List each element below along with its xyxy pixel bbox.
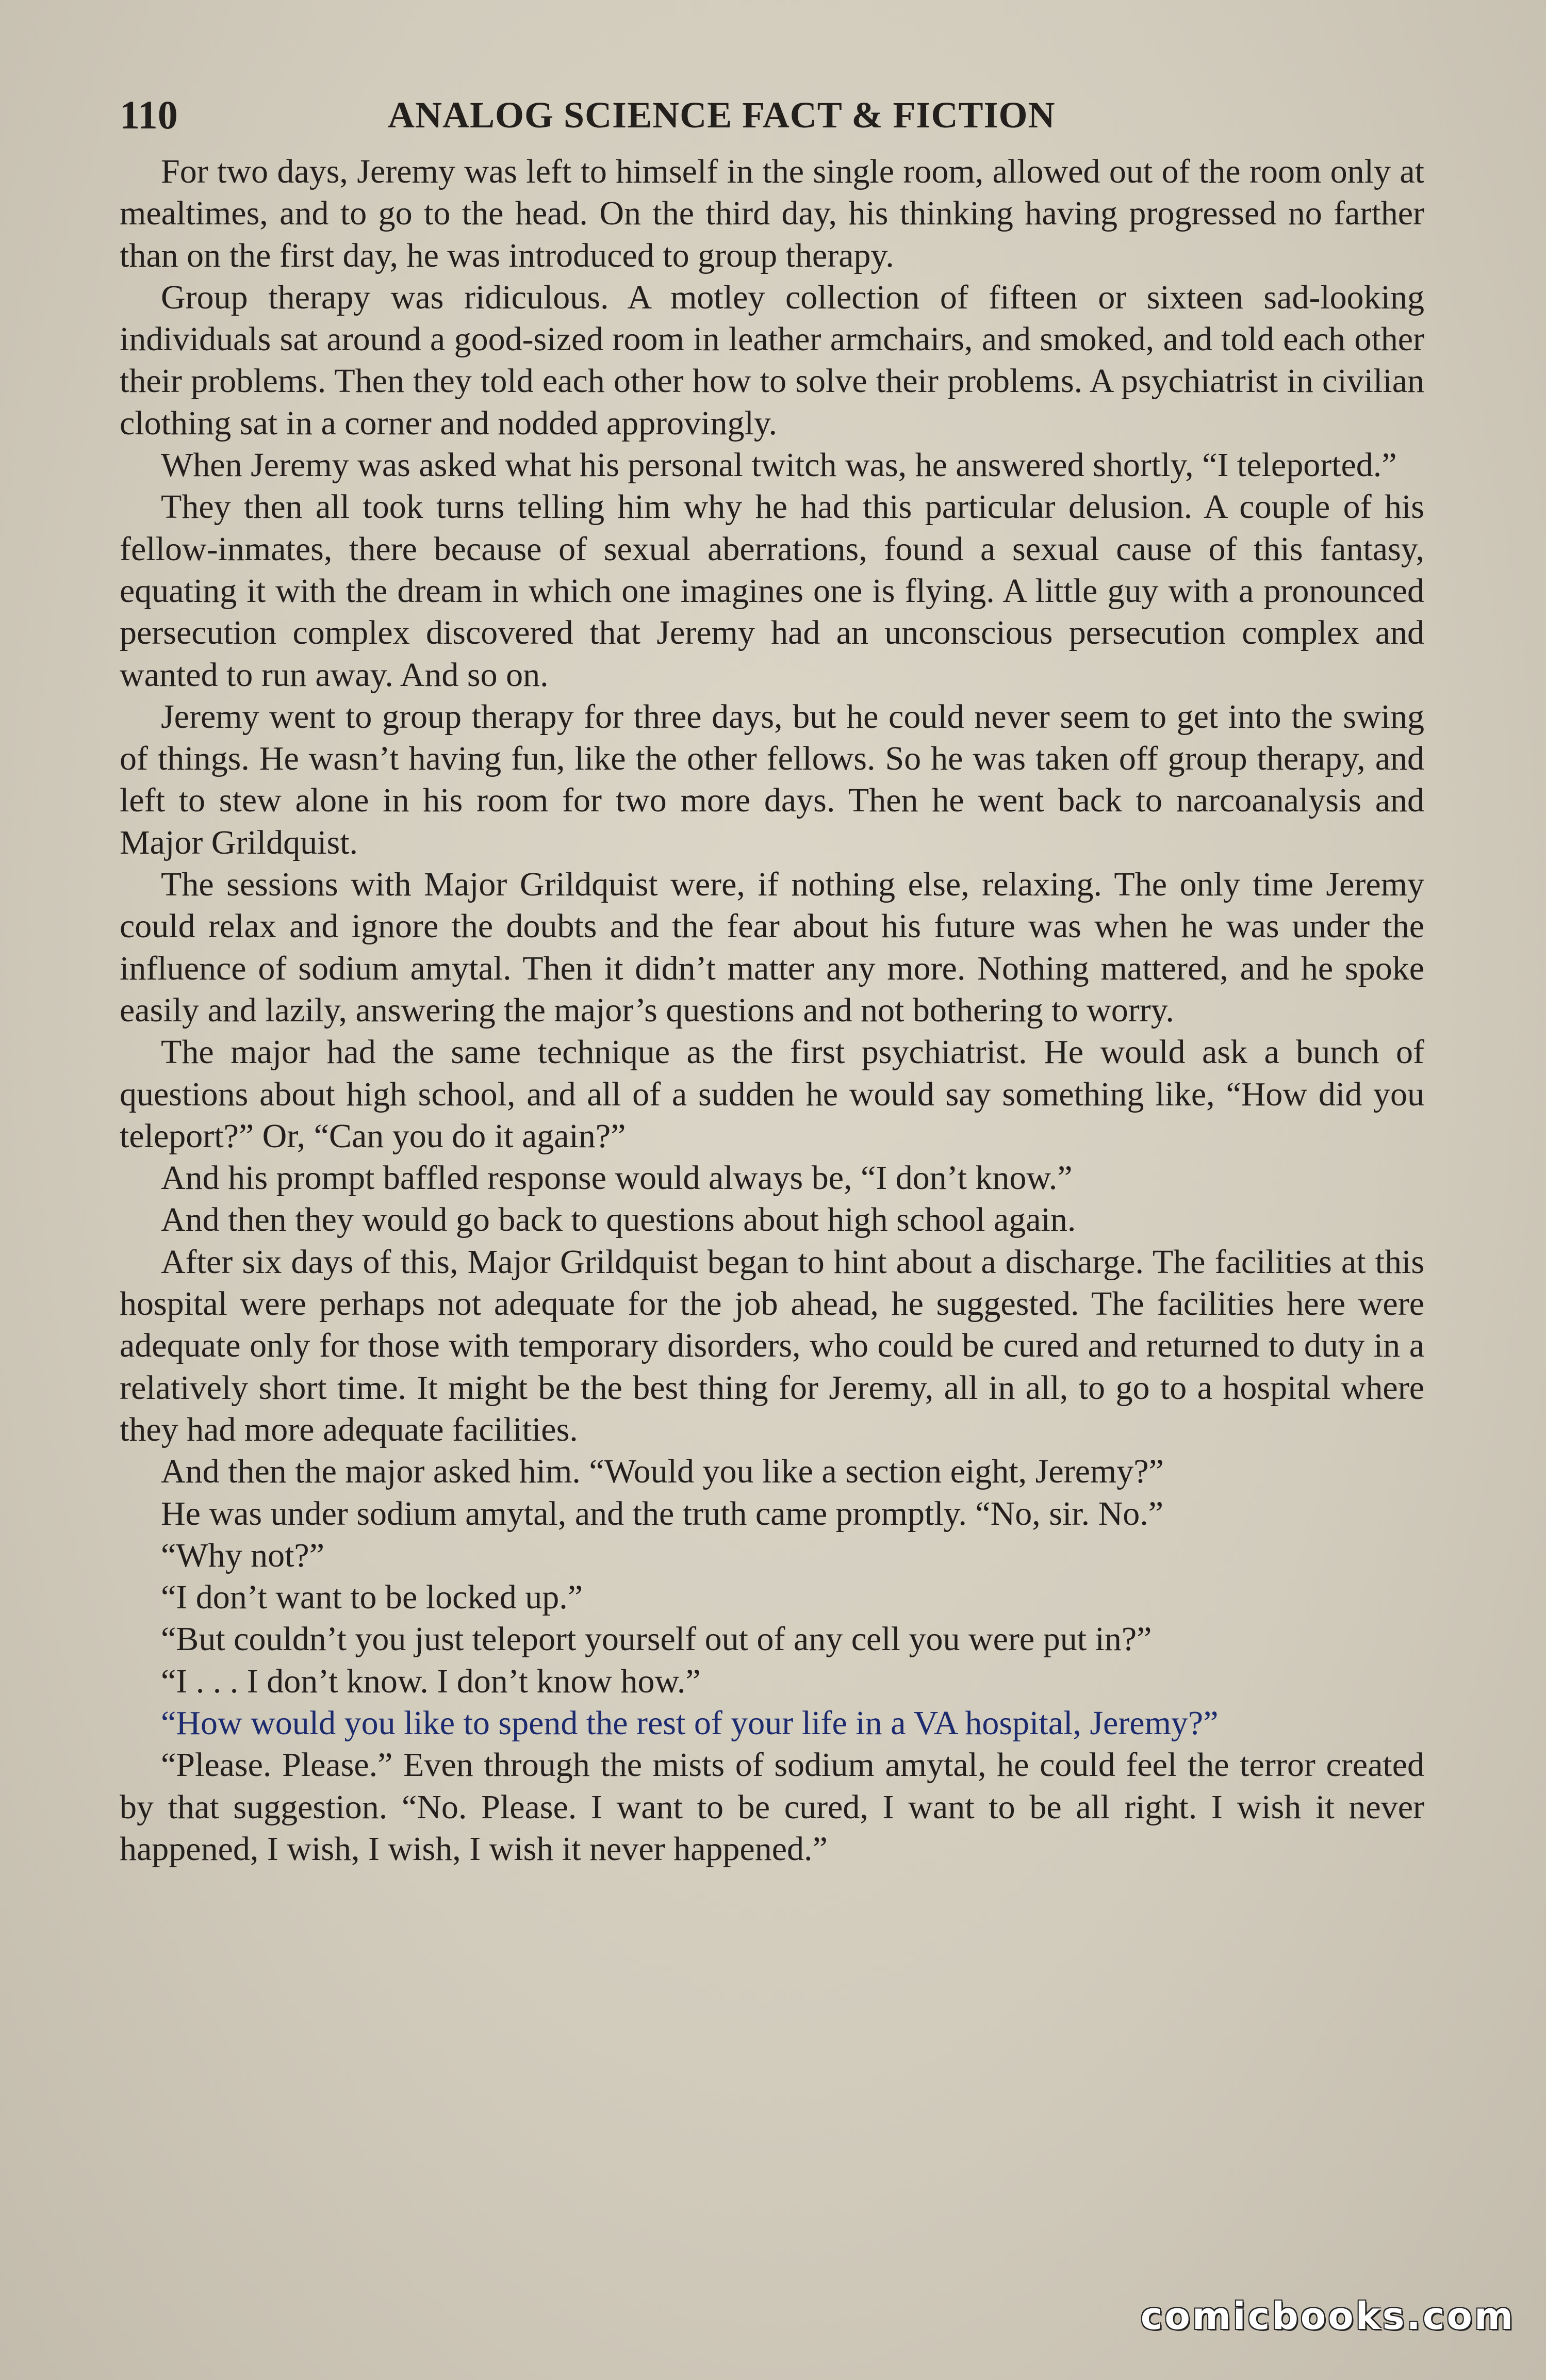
- paragraph: “I . . . I don’t know. I don’t know how.”: [161, 1662, 701, 1700]
- paragraph: Group therapy was ridiculous. A motley collection of fifteen or sixteen sad-looking individuals sat around a good-sized room in leather armchairs, and smoked, and told each other their problems. Then they told each other how to solve their problems. A psychiatrist in civilian clothing sat in a corner and nodded approvingly.: [120, 278, 1424, 442]
- story-text: [120, 151, 1424, 1870]
- paragraph: And then the major asked him. “Would you like a section eight, Jeremy?”: [161, 1453, 1164, 1491]
- paragraph: “I don’t want to be locked up.”: [161, 1578, 583, 1617]
- paragraph: And then they would go back to questions about high school again.: [161, 1201, 1076, 1239]
- paragraph: “Please. Please.” Even through the mists of sodium amytal, he could feel the terror created by that suggestion. “No. Please. I want to be cured, I want to be all right. I wish it never happened, I wish, I wish, I wish it never happened.”: [120, 1746, 1424, 1868]
- paragraph: He was under sodium amytal, and the truth came promptly. “No, sir. No.”: [161, 1494, 1164, 1533]
- paragraph: The sessions with Major Grildquist were, if nothing else, relaxing. The only time Jeremy could relax and ignore the doubts and the fear about his future was when he was under the influence of sodium amytal. Then it didn’t matter any more. Nothing mattered, and he spoke easily and lazily, answering the major’s questions and not bothering to worry.: [120, 866, 1424, 1029]
- paragraph: When Jeremy was asked what his personal twitch was, he answered shortly, “I teleported.”: [161, 446, 1397, 484]
- running-head: [120, 87, 1424, 143]
- paragraph: “Why not?”: [161, 1536, 325, 1574]
- running-title: ANALOG SCIENCE FACT & FICTION: [388, 94, 1056, 136]
- paragraph: They then all took turns telling him why he had this particular delusion. A couple of his fellow-inmates, there because of sexual aberrations, found a sexual cause of this fantasy, equating it with the dream in which one imagines one is flying. A little guy with a pronounced persecution complex discovered that Jeremy had an unconscious persecution complex and wanted to run away. And so on.: [120, 488, 1424, 694]
- page-number: 110: [120, 92, 178, 137]
- paragraph: And his prompt baffled response would always be, “I don’t know.”: [161, 1159, 1073, 1197]
- paragraph: “How would you like to spend the rest of your life in a VA hospital, Jeremy?”: [161, 1704, 1219, 1742]
- paragraph: After six days of this, Major Grildquist began to hint about a discharge. The facilities at this hospital were perhaps not adequate for the job ahead, he suggested. The facilities here were adequate only for those with temporary disorders, who could be cured and returned to duty in a relatively short time. It might be the best thing for Jeremy, all in all, to go to a hospital where they had more adequate facilities.: [120, 1243, 1424, 1448]
- paragraph: Jeremy went to group therapy for three days, but he could never seem to get into the swing of things. He wasn’t having fun, like the other fellows. So he was taken off group therapy, and left to stew alone in his room for two more days. Then he went back to narcoanalysis and Major Grildquist.: [120, 697, 1424, 861]
- paragraph: For two days, Jeremy was left to himself in the single room, allowed out of the room only at mealtimes, and to go to the head. On the third day, his thinking having progressed no farther than on the first day, he was introduced to group therapy.: [120, 153, 1424, 274]
- watermark: comicbooks.com: [1140, 2294, 1515, 2338]
- paragraph: “But couldn’t you just teleport yourself out of any cell you were put in?”: [161, 1620, 1152, 1658]
- paragraph: The major had the same technique as the first psychiatrist. He would ask a bunch of questions about high school, and all of a sudden he would say something like, “How did you teleport?” Or, “Can you do it again?”: [120, 1033, 1424, 1155]
